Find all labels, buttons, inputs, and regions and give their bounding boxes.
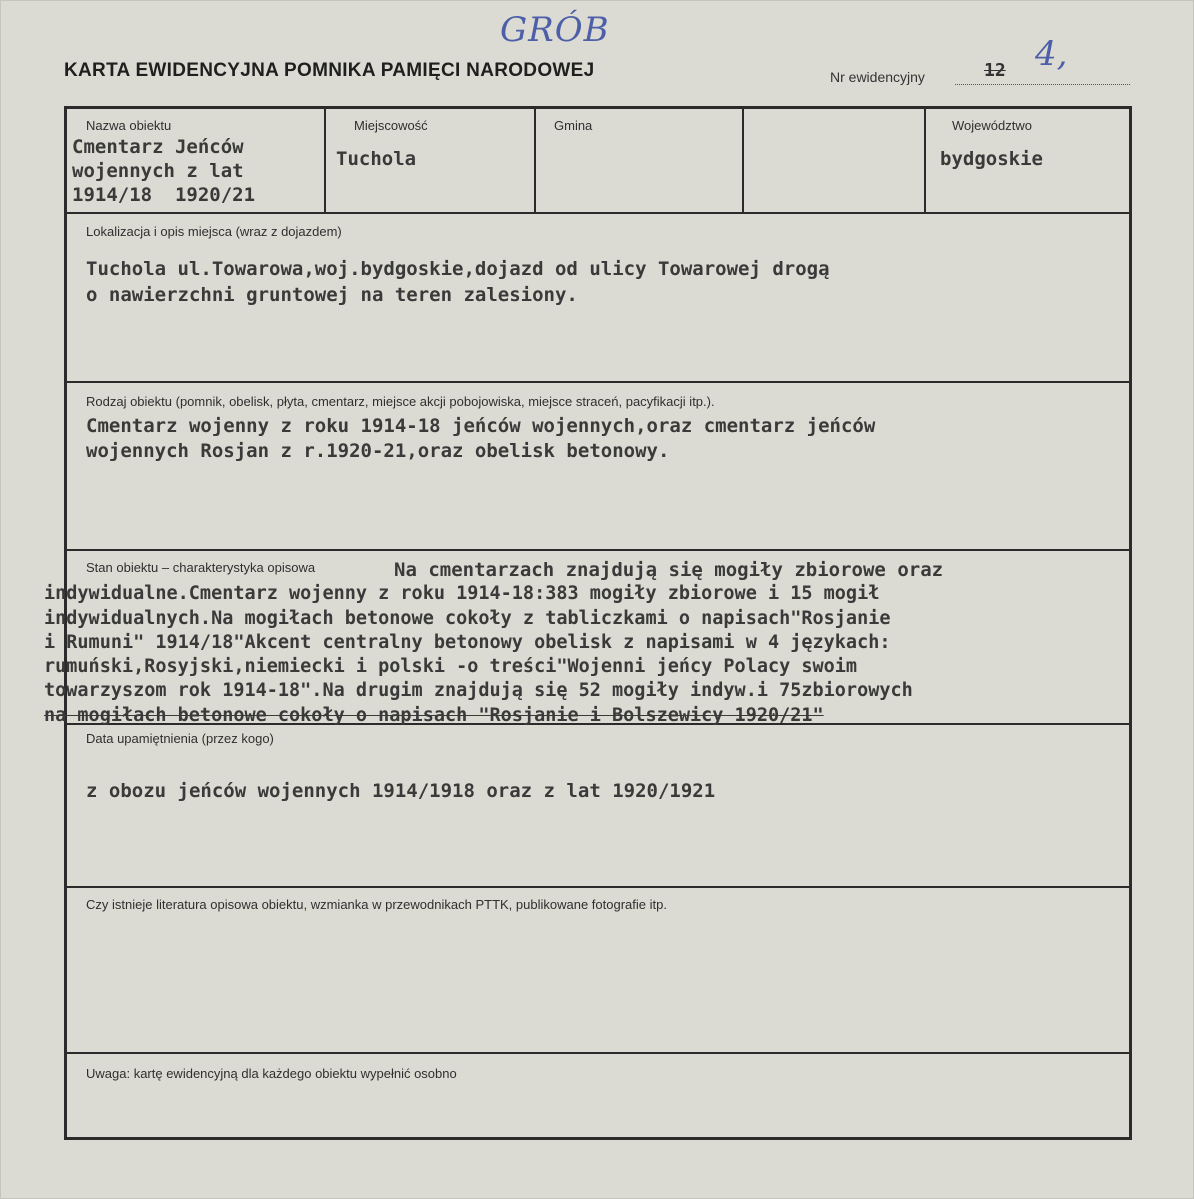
locality-value: Tuchola [336,148,417,170]
divider-1 [324,106,326,212]
row-divider-2 [64,381,1132,383]
condition-line-2: indywidualnych.Na mogiłach betonowe cokoły z tabliczkami o napisach"Rosjanie [44,608,891,629]
commemoration-label: Data upamiętnienia (przez kogo) [86,731,274,746]
divider-2 [534,106,536,212]
condition-line-3: i Rumuni" 1914/18"Akcent centralny betonowy obelisk z napisami w 4 językach: [44,632,891,653]
note-label: Uwaga: kartę ewidencyjną dla każdego obiektu wypełnić osobno [86,1066,457,1081]
object-name-label: Nazwa obiektu [86,118,172,133]
object-type-line-2: wojennych Rosjan z r.1920-21,oraz obelisk betonowy. [86,440,670,462]
condition-first-line: Na cmentarzach znajdują się mogiły zbiorowe oraz [394,559,944,581]
object-type-line-1: Cmentarz wojenny z roku 1914-18 jeńców wojennych,oraz cmentarz jeńców [86,415,876,437]
handwritten-category-note: GRÓB [500,10,610,50]
locality-label: Miejscowość [354,118,428,133]
registry-number-line [955,84,1130,85]
row-divider-5 [64,886,1132,888]
registry-number-handwritten: 4, [1035,34,1068,74]
condition-label: Stan obiektu – charakterystyka opisowa [86,560,316,575]
object-type-label: Rodzaj obiektu (pomnik, obelisk, płyta, cmentarz, miejsce akcji pobojowiska, miejsce straceń, pacyfikacji itp.). [86,394,715,409]
commemoration-value: z obozu jeńców wojennych 1914/1918 oraz z lat 1920/1921 [86,780,716,802]
card-title: KARTA EWIDENCYJNA POMNIKA PAMIĘCI NARODOWEJ [64,60,595,81]
registry-number-typed: 12 [984,60,1006,81]
object-name-line-2: wojennych z lat [72,160,244,182]
row-divider-1 [64,212,1132,214]
municipality-label: Gmina [554,118,593,133]
divider-4 [924,106,926,212]
location-label: Lokalizacja i opis miejsca (wraz z dojazdem) [86,224,342,239]
object-name-line-1: Cmentarz Jeńców [72,136,244,158]
registry-number-label: Nr ewidencyjny [830,69,925,85]
location-line-1: Tuchola ul.Towarowa,woj.bydgoskie,dojazd od ulicy Towarowej drogą [86,258,830,280]
row-divider-3 [64,549,1132,551]
voivodeship-value: bydgoskie [940,148,1043,170]
condition-line-1: indywidualne.Cmentarz wojenny z roku 1914-18:383 mogiły zbiorowe i 15 mogił [44,583,880,604]
condition-line-4: rumuński,Rosyjski,niemiecki i polski -o treści"Wojenni jeńcy Polacy swoim [44,656,858,677]
voivodeship-label: Województwo [952,118,1032,133]
condition-line-5: towarzyszom rok 1914-18".Na drugim znajdują się 52 mogiły indyw.i 75zbiorowych [44,680,913,701]
location-line-2: o nawierzchni gruntowej na teren zalesiony. [86,284,578,306]
condition-line-6: na mogiłach betonowe cokoły o napisach "Rosjanie i Bolszewicy 1920/21" [44,705,824,726]
divider-3 [742,106,744,212]
literature-label: Czy istnieje literatura opisowa obiektu, wzmianka w przewodnikach PTTK, publikowane fotografie itp. [86,897,667,912]
row-divider-6 [64,1052,1132,1054]
object-name-line-3: 1914/18 1920/21 [72,184,256,206]
